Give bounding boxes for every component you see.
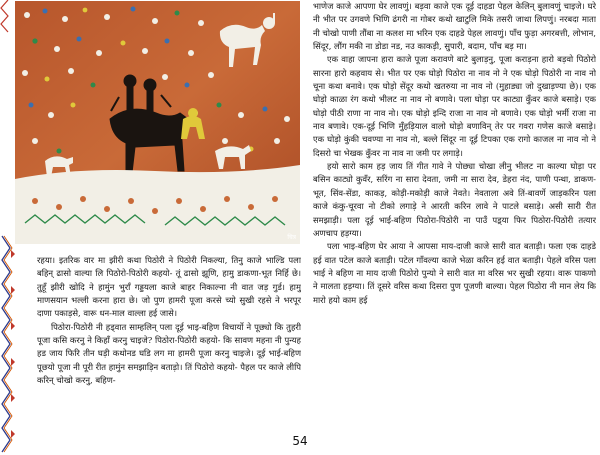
paragraph: हयो सारो काम हड़ जाय तिं गीत गावे ने पोछ्या चोखा लीनु भीलट ना काल्या घोड़ा पर बसिन काट्यो कुवँर, सरिंग ना सारा देवता, जमी ना सारा देव, डेहरा नंद, पाणी पन्था, डाकण-भूत, सिंव-सेंडा, काकड़, कोड़ी-मकोड़ी काजे नेवते। नेवताला अवे तिं-बावर्णे जाड़करिन पला काजे कंकु-चूरवा नो टीको लगाड़े ने आरती करिन लावे ने पाटले बसाड़े। असी सारी रीत समझाड़ी। पला दूई भाई-बहिण पिठोरा-पिठोरी ना पाउँ पड़्या फिर पिठोरा-पिठोरी तत्यार अणचाप हड़ग्या। [313,161,596,238]
page-number: 54 [292,434,308,448]
left-text-column [37,254,301,424]
paragraph: एक वाहा जापना हारा काजे पूजा करावणे बाटे बुलाड़नु, पूजा कराड़ना हारो बड़वो पिठोरो सारना हारो कहवाय से। भीत पर एक घोड़ो पिठोरा ना नाव नो ने एक घोड़ो पिठोरी ना नाव नो चूना कथा बनावे। एक घोड़ो सेंदूर कथो खतरुया ना नाव नो (मुहाड्या जो दुखाड़ण्या छे)। एक घोड़ो काळा रंग कथो भीलट ना नाव नो बणावे। पला घोड़ा पर काट्या कुँवर काजे बसाड़े। एक घोड़ो पीठी राणा ना नाव नो। एक घोड़ो इन्दि राजा ना नाव नो बणावे। एक घोड़ो भर्मी राजा ना नाव बणावे। एक-दूई भिणि मुँहड़ियाल वालो घोड़ो बणाविन् तेर पर गवरा गणेस काजे बसाड़े। एक घोड़ो कुंकी चवण्या ना नाव नो, बल्ले सिंदूर ना दूई टिपका एक रागो काजल ना नाव नो ने दिसरो चा भेखक कुँवर ना नाव ना जमी पर लगाड़े। [313,54,596,158]
paragraph: रहया। इतरिक वार मा झीरी कथा पिठोरी ने पिठोरी निकल्या, तिनु काजे भाल्डि पला बहिन् ढासो वाल्या लि पिठोरो-पिठोरी कहयो- तूं ढासो झूणि, हामु डाकणा-भूत निर्हि छे। तुहूँ झीरी खोदि ने हामुंन भुर्राँ गड्डयला काजे बाहर निकाल्ना नी वात जड़ गुर्ड। हामु माणसयान भल्ली करना हारा छे। जो पुण हामरी पूजा करसे च्यो सुखी रहसे ने भरपूर दाणा पकाड़से, वारू धन-माल वाल्ला हई जासे। [37,255,301,319]
pithora-painting-image [15,1,300,244]
paragraph: पला भाइ-बहिण घेर आया ने आपसा माय-दाजी काजे सारी वात बताड़ी। फला एक दाहडे हई वात पटेल काजे बताड़ी। पटेल गाँवल्या काजे भेळा करिन हई वात बताड़ी। पेहले वरिस पला भाई ने बहिण ना माय दाजी पिठोरो पुन्यो ने सारी वात मा वरिस भर सुखी रहया। वारू पाकणो ने मालता हड़ग्या। तिं दूसरे वरिस कथा दिसरा पुण पूजणी बाल्या। पेहल पिठोरा नी मान लेय कि मारो हयो काम हई [313,241,596,305]
paragraph: भाणेज काजे आपणा घेर लावणुं। बड़वा काजे एक दूई दाहडा पेहल केलिन् बुलावणुं चाइजे। घरे नी भीत पर उगवणे भिणि ढंगरी ना गोबर कथो खाटुलि मिके तसरी जाथा लिपणुं। नरबदा माता नी चोखो पाणी तौंबा ना कलश मा भरिन एक दाहडे पेहल लावणुं। पाँच फुड़ा अगरबत्ती, लोभान, सिंदूर, लौंग मकी ना डोडा नड, नउ काकड़ी, सुपारी, बदाम, पाँच बड़ मा। [313,1,596,52]
margin-zigzag-decoration [0,0,16,455]
paragraph: पिठोरा-पिठोरी नी हड्वात साम्हलिन् पला दूई भाइ-बहिण विचार्यो ने पूछ्यो कि तुहरी पूजा कसि करनु ने किहाँ करनु चाइजे? पिठोरा-पिठोरी कहयो- कि सावण महना नी पुन्यह हड जाय फिरि तीन घड़ी कथोनड घडि लग मा हामरी पूजा करनु चाइजे। दूई भाई-बहिण पूछयो पूजा नी पूरी रीत हामुंन समझाड़िन बताड़ो। तिं पिठोरो कहयो- पैहल पर काजे लीपि करिन् चोखो करनु, बहिण- [37,321,301,386]
figure-caption: चित्र [287,234,296,241]
right-text-column [313,0,596,425]
